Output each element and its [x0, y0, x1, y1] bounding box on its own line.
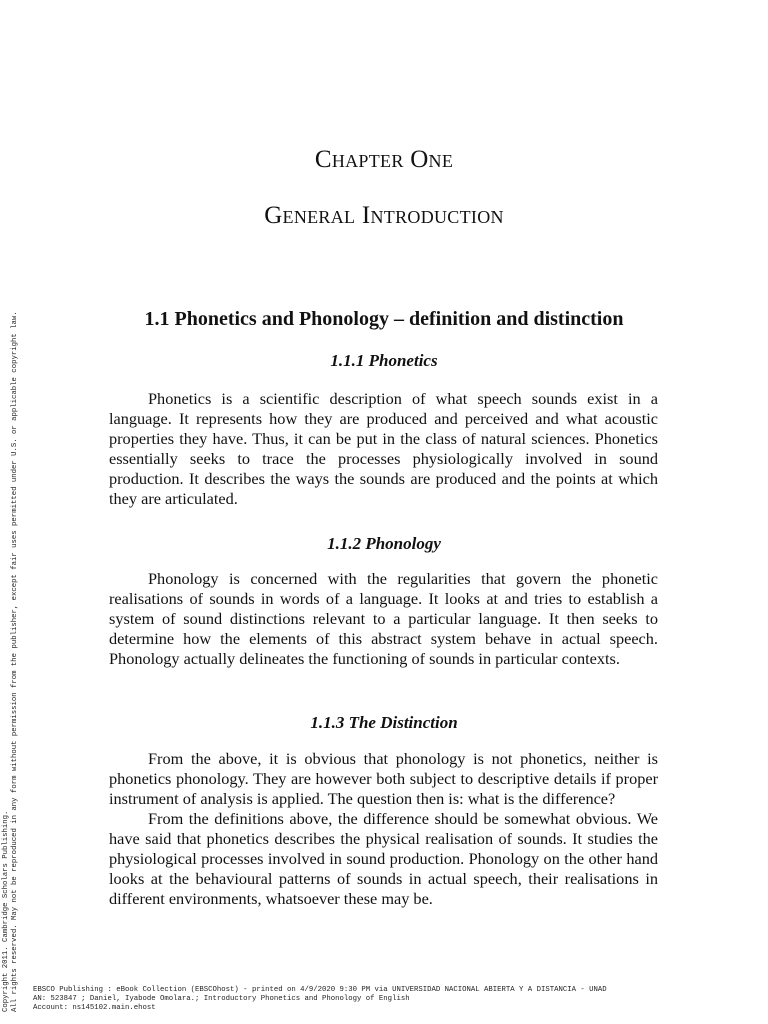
- subsection-heading-distinction: 1.1.3 The Distinction: [310, 713, 458, 732]
- paragraph: From the above, it is obvious that phonology is not phonetics, neither is phonetics phonology. They are however both subject to descriptive details if proper instrument of analysis is applied. The question then is: what is the difference?: [109, 749, 658, 808]
- phonology-body: [109, 569, 658, 669]
- chapter-title: Chapter One: [314, 146, 454, 173]
- distinction-body: [109, 749, 658, 909]
- subsection-heading-phonetics: 1.1.1 Phonetics: [330, 351, 438, 370]
- ebsco-footer: [33, 986, 607, 1013]
- footer-line: EBSCO Publishing : eBook Collection (EBSCOhost) - printed on 4/9/2020 9:30 PM via UNIVERSIDAD NACIONAL ABIERTA Y A DISTANCIA - UNAD: [33, 986, 607, 994]
- footer-line: Account: ns145102.main.ehost: [33, 1004, 156, 1012]
- chapter-subtitle: General Introduction: [264, 202, 504, 229]
- paragraph: From the definitions above, the difference should be somewhat obvious. We have said that phonetics describes the physical realisation of sounds. It studies the physiological processes involved in sound production. Phonology on the other hand looks at the behavioural patterns of sounds in actual speech, their realisations in different environments, whatsoever these may be.: [109, 809, 658, 908]
- copyright-line: All rights reserved. May not be reproduced in any form without permission from the publisher, except fair uses permitted under U.S. or applicable copyright law.: [11, 311, 19, 1012]
- copyright-notice: [2, 252, 20, 1012]
- footer-line: AN: 523847 ; Daniel, Iyabode Omolara.; Introductory Phonetics and Phonology of English: [33, 995, 410, 1003]
- paragraph: Phonetics is a scientific description of what speech sounds exist in a language. It represents how they are produced and perceived and what acoustic properties they have. Thus, it can be put in the class of natural sciences. Phonetics essentially seeks to trace the processes physiologically involved in sound production. It describes the ways the sounds are produced and the points at which they are articulated.: [109, 389, 658, 508]
- paragraph: Phonology is concerned with the regularities that govern the phonetic realisations of sounds in words of a language. It looks at and tries to establish a system of sound distinctions relevant to a particular language. It then seeks to determine how the elements of this abstract system behave in actual speech. Phonology actually delineates the functioning of sounds in particular contexts.: [109, 569, 658, 668]
- subsection-heading-phonology: 1.1.2 Phonology: [327, 534, 441, 553]
- phonetics-body: [109, 389, 658, 509]
- copyright-line: Copyright 2011. Cambridge Scholars Publishing.: [2, 810, 10, 1012]
- section-heading: 1.1 Phonetics and Phonology – definition and distinction: [144, 308, 624, 330]
